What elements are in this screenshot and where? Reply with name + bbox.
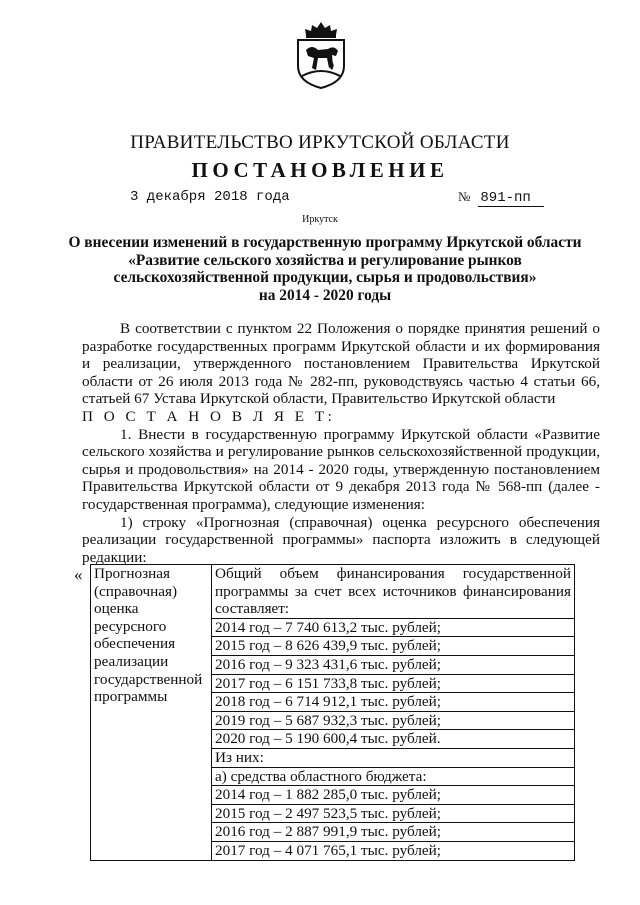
preamble-paragraph: В соответствии с пунктом 22 Положения о порядке принятия решений о разработке государственных программ Иркутской области и их формирования и реализации, утвержденного постановлением Правительства Иркутской области от 26 июля 2013 года № 282-пп, руководствуясь частью 4 статьи 66, статьей 67 Устава Иркутской области, Правительство Иркутской области [82,320,600,408]
intro-line: Общий объем финансирования государственной [215,565,571,582]
passport-row-value [212,565,575,861]
label-line: программы [94,688,168,706]
decree-word: П О С Т А Н О В Л Я Е Т: [82,407,336,425]
number-sign: № [458,189,471,204]
document-date: 3 декабря 2018 года [130,189,290,205]
intro-line: программы за счет всех источников финансирования [215,582,571,600]
total-funding-row: 2016 год – 9 323 431,6 тыс. рублей; [212,656,574,675]
city-name: Иркутск [302,214,338,225]
label-line: Прогнозная [94,565,170,582]
intro-line: составляет: [215,600,290,618]
subitem-1-paragraph: 1) строку «Прогнозная (справочная) оценка ресурсного обеспечения реализации государственной программы» паспорта изложить в следующей редакции: [82,513,600,566]
label-line: государственной [94,670,203,688]
coat-of-arms-emblem [294,20,348,90]
funding-intro [212,565,574,619]
item-1-paragraph: 1. Внести в государственную программу Иркутской области «Развитие сельского хозяйства и регулирование рынков сельскохозяйственной продукции, сырья и продовольствия» на 2014 - 2020 годы, утвержденную постановлением Правительства Иркутской области от 9 декабря 2013 года № 568-пп (далее - государственная программа), следующие изменения: [82,425,600,513]
total-funding-row: 2019 год – 5 687 932,3 тыс. рублей; [212,712,574,731]
title-line: сельскохозяйственной продукции, сырья и продовольствия» [113,269,537,286]
regional-funding-row: 2015 год – 2 497 523,5 тыс. рублей; [212,805,574,824]
label-line: (справочная) [94,582,178,600]
label-line: ресурсного [94,617,167,635]
document-number-block [458,189,544,207]
total-funding-row: 2017 год – 6 151 733,8 тыс. рублей; [212,675,574,694]
document-number: 891-пп [478,190,544,207]
title-line: «Развитие сельского хозяйства и регулирование рынков [128,251,522,269]
total-funding-row: 2014 год – 7 740 613,2 тыс. рублей; [212,619,574,638]
of-them-label: Из них: [212,749,574,768]
title-line: О внесении изменений в государственную программу Иркутской области [68,234,582,251]
regional-funding-row: 2016 год – 2 887 991,9 тыс. рублей; [212,823,574,842]
label-line: оценка [94,600,139,618]
total-funding-row: 2018 год – 6 714 912,1 тыс. рублей; [212,693,574,712]
document-title [60,234,590,304]
government-name: ПРАВИТЕЛЬСТВО ИРКУТСКОЙ ОБЛАСТИ [130,132,510,153]
document-body [82,320,600,566]
table-row [91,565,575,861]
document-type: ПОСТАНОВЛЕНИЕ [191,158,449,182]
regional-funding-row: 2014 год – 1 882 285,0 тыс. рублей; [212,786,574,805]
passport-row-label [91,565,212,861]
passport-table [90,564,575,861]
total-funding-row: 2015 год – 8 626 439,9 тыс. рублей; [212,637,574,656]
title-line: на 2014 - 2020 годы [258,286,392,304]
label-line: обеспечения [94,635,176,653]
regional-budget-label: а) средства областного бюджета: [212,768,574,787]
regional-funding-row: 2017 год – 4 071 765,1 тыс. рублей; [215,841,442,859]
open-quote-mark: « [74,565,83,584]
label-line: реализации [94,652,169,670]
total-funding-row: 2020 год – 5 190 600,4 тыс. рублей. [212,730,574,749]
